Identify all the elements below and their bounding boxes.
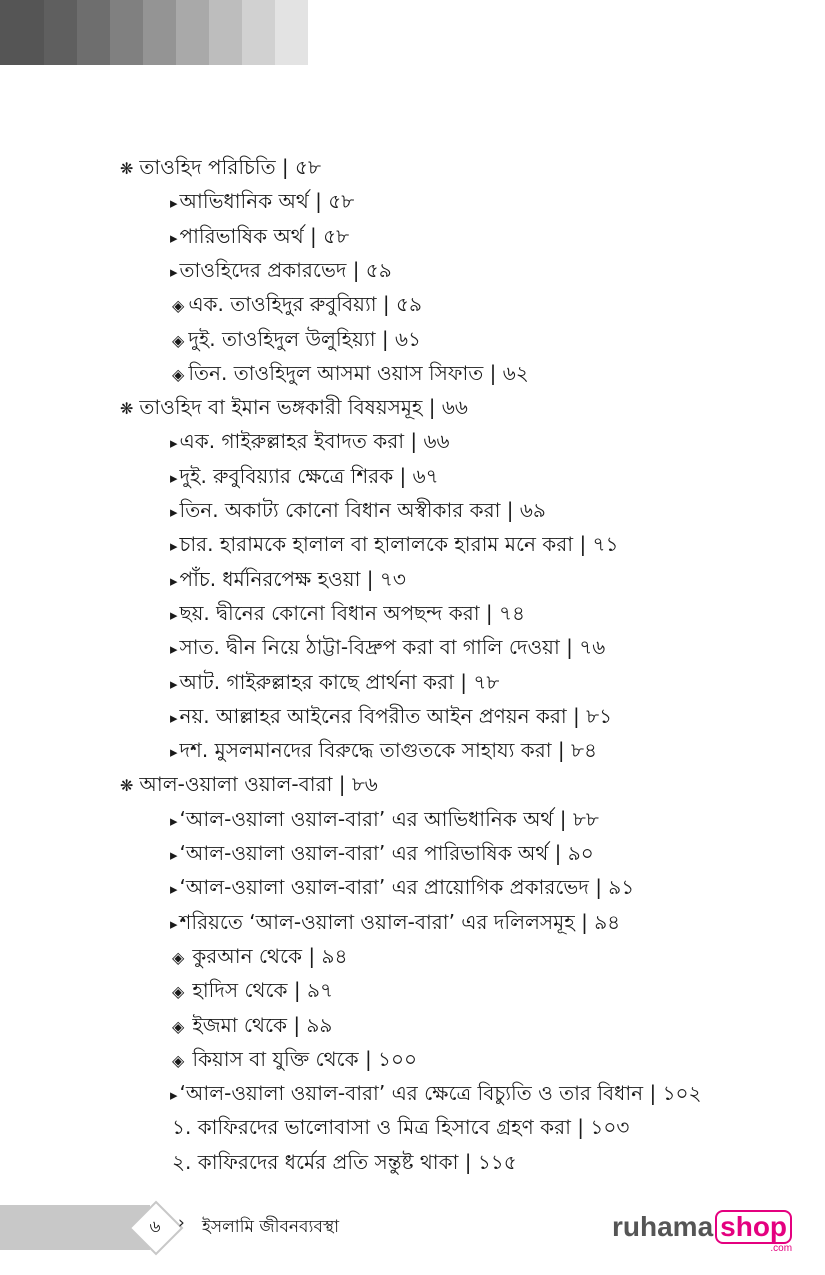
toc-entry (120, 390, 468, 424)
header-bar (242, 0, 275, 65)
toc-entry (170, 459, 439, 493)
toc-entry-text: দশ. মুসলমানদের বিরুদ্ধে তাগুতকে সাহায্য করা | ৮৪ (179, 738, 597, 763)
toc-entry-text: তাওহিদের প্রকারভেদ | ৫৯ (179, 257, 392, 282)
toc-entry-text: তিন. অকাট্য কোনো বিধান অস্বীকার করা | ৬৯ (179, 498, 546, 522)
toc-entry (172, 1042, 417, 1076)
toc-entry (170, 905, 620, 939)
triangle-bullet-icon: ▸ (170, 537, 178, 556)
logo-shop: shop (715, 1210, 792, 1244)
toc-entry (172, 1145, 517, 1179)
diamond-bullet-icon: ◈ (172, 1016, 185, 1036)
triangle-bullet-icon: ▸ (170, 1086, 178, 1105)
toc-entry-text: এক. তাওহিদুর রুবুবিয়্যা | ৫৯ (188, 292, 422, 317)
toc-entry-text: সাত. দ্বীন নিয়ে ঠাট্টা-বিদ্রুপ করা বা গালি দেওয়া | ৭৬ (179, 635, 606, 660)
toc-entry (170, 733, 597, 767)
diamond-bullet-icon: ◈ (172, 330, 185, 350)
toc-entry (170, 665, 499, 699)
triangle-bullet-icon: ▸ (170, 708, 178, 727)
toc-entry-text: ছয়. দ্বীনের কোনো বিধান অপছন্দ করা | ৭৪ (179, 600, 525, 625)
toc-entry-text: শরিয়তে ‘আল-ওয়ালা ওয়াল-বারা’ এর দলিলসমূহ | ৯৪ (179, 909, 621, 934)
toc-entry-text: তাওহিদ পরিচিতি | ৫৮ (139, 155, 321, 179)
triangle-bullet-icon: ▸ (170, 743, 178, 762)
header-bar (275, 0, 308, 65)
triangle-bullet-icon: ▸ (170, 194, 178, 213)
toc-entry (170, 562, 406, 596)
header-bar (77, 0, 110, 65)
toc-entry (170, 630, 605, 664)
triangle-bullet-icon: ▸ (170, 503, 178, 521)
triangle-bullet-icon: ▸ (170, 880, 178, 899)
toc-entry-text: আল-ওয়ালা ওয়াল-বারা | ৮৬ (139, 772, 378, 797)
diamond-bullet-icon: ◈ (172, 982, 185, 1002)
toc-entry-text: আভিধানিক অর্থ | ৫৮ (179, 189, 355, 214)
triangle-bullet-icon: ▸ (170, 640, 178, 659)
toc-entry-text: দুই. রুবুবিয়্যার ক্ষেত্রে শিরক | ৬৭ (179, 463, 439, 488)
toc-entry (170, 527, 619, 561)
toc-entry-text: কিয়াস বা যুক্তি থেকে | ১০০ (192, 1046, 418, 1071)
toc-entry (170, 253, 392, 287)
header-bar (176, 0, 209, 65)
toc-entry (170, 699, 612, 733)
toc-entry-text: পারিভাষিক অর্থ | ৫৮ (179, 223, 350, 248)
triangle-bullet-icon: ▸ (170, 434, 178, 453)
header-bar (143, 0, 176, 65)
toc-entry (172, 939, 347, 973)
toc-entry (170, 802, 599, 836)
triangle-bullet-icon: ▸ (170, 811, 178, 830)
header-gradient-bars (0, 0, 308, 65)
toc-entry-text: দুই. তাওহিদুল উলুহিয়্যা | ৬১ (188, 326, 421, 351)
triangle-bullet-icon: ▸ (170, 846, 178, 864)
toc-entry (170, 596, 525, 630)
page-number: ৬ (149, 1217, 161, 1237)
footer-separator-icon: › (178, 1213, 185, 1233)
toc-entry-text: কুরআন থেকে | ৯৪ (192, 943, 348, 968)
triangle-bullet-icon: ▸ (170, 571, 178, 590)
flower-bullet-icon: ❋ (120, 159, 134, 178)
triangle-bullet-icon: ▸ (170, 674, 178, 693)
logo-ruhama: ruhama (612, 1211, 714, 1242)
toc-entry-text: এক. গাইরুল্লাহর ইবাদত করা | ৬৬ (179, 429, 450, 454)
toc-entry-text: হাদিস থেকে | ৯৭ (192, 978, 333, 1003)
toc-entry-text: ‘আল-ওয়ালা ওয়াল-বারা’ এর পারিভাষিক অর্থ | ৯০ (179, 841, 594, 865)
diamond-bullet-icon: ◈ (172, 1050, 185, 1070)
diamond-bullet-icon: ◈ (172, 296, 185, 316)
toc-entry-text: ‘আল-ওয়ালা ওয়াল-বারা’ এর প্রায়োগিক প্রকারভেদ | ৯১ (179, 875, 635, 900)
diamond-bullet-icon: ◈ (172, 947, 185, 967)
toc-entry (172, 356, 529, 390)
triangle-bullet-icon: ▸ (170, 262, 178, 281)
toc-entry (120, 150, 321, 184)
toc-entry-text: তাওহিদ বা ইমান ভঙ্গকারী বিষয়সমূহ | ৬৬ (139, 395, 468, 420)
toc-entry (170, 219, 349, 253)
toc-entry (170, 870, 634, 904)
toc-entry-text: আট. গাইরুল্লাহর কাছে প্রার্থনা করা | ৭৮ (179, 669, 500, 694)
toc-entry (170, 493, 546, 527)
toc-entry-text: ইজমা থেকে | ৯৯ (192, 1012, 333, 1037)
flower-bullet-icon: ❋ (120, 399, 134, 419)
flower-bullet-icon: ❋ (120, 776, 134, 796)
toc-entry (172, 1110, 629, 1144)
toc-entry (172, 973, 333, 1007)
logo-com: .com (770, 1243, 793, 1254)
toc-entry-text: তিন. তাওহিদুল আসমা ওয়াস সিফাত | ৬২ (188, 360, 529, 385)
toc-entry-text: চার. হারামকে হালাল বা হালালকে হারাম মনে করা | ৭১ (179, 532, 619, 557)
toc-entry (172, 287, 422, 321)
triangle-bullet-icon: ▸ (170, 605, 178, 624)
triangle-bullet-icon: ▸ (170, 228, 178, 247)
header-bar (110, 0, 143, 65)
header-bar (44, 0, 77, 65)
toc-entry-text: ১. কাফিরদের ভালোবাসা ও মিত্র হিসাবে গ্রহণ করা | ১০৩ (172, 1115, 630, 1140)
toc-entry (172, 1008, 332, 1042)
toc-entry (120, 767, 378, 801)
header-bar (0, 0, 44, 65)
diamond-bullet-icon: ◈ (172, 364, 185, 384)
toc-entry (170, 1076, 702, 1110)
book-title: ইসলামি জীবনব্যবস্থা (202, 1217, 340, 1237)
toc-entry (172, 322, 421, 356)
toc-entry (170, 836, 594, 870)
publisher-logo (612, 1210, 793, 1254)
triangle-bullet-icon: ▸ (170, 914, 178, 933)
header-bar (209, 0, 242, 65)
toc-entry-text: নয়. আল্লাহর আইনের বিপরীত আইন প্রণয়ন করা | ৮১ (179, 703, 613, 728)
toc-entry-text: ২. কাফিরদের ধর্মের প্রতি সন্তুষ্ট থাকা | ১১৫ (172, 1149, 517, 1174)
triangle-bullet-icon: ▸ (170, 468, 178, 487)
toc-entry (170, 184, 354, 218)
toc-entry-text: ‘আল-ওয়ালা ওয়াল-বারা’ এর আভিধানিক অর্থ | ৮৮ (179, 806, 599, 831)
toc-entry (170, 424, 449, 458)
toc-entry-text: পাঁচ. ধর্মনিরপেক্ষ হওয়া | ৭৩ (179, 566, 406, 591)
toc-entry-text: ‘আল-ওয়ালা ওয়াল-বারা’ এর ক্ষেত্রে বিচ্যুতি ও তার বিধান | ১০২ (179, 1081, 702, 1106)
